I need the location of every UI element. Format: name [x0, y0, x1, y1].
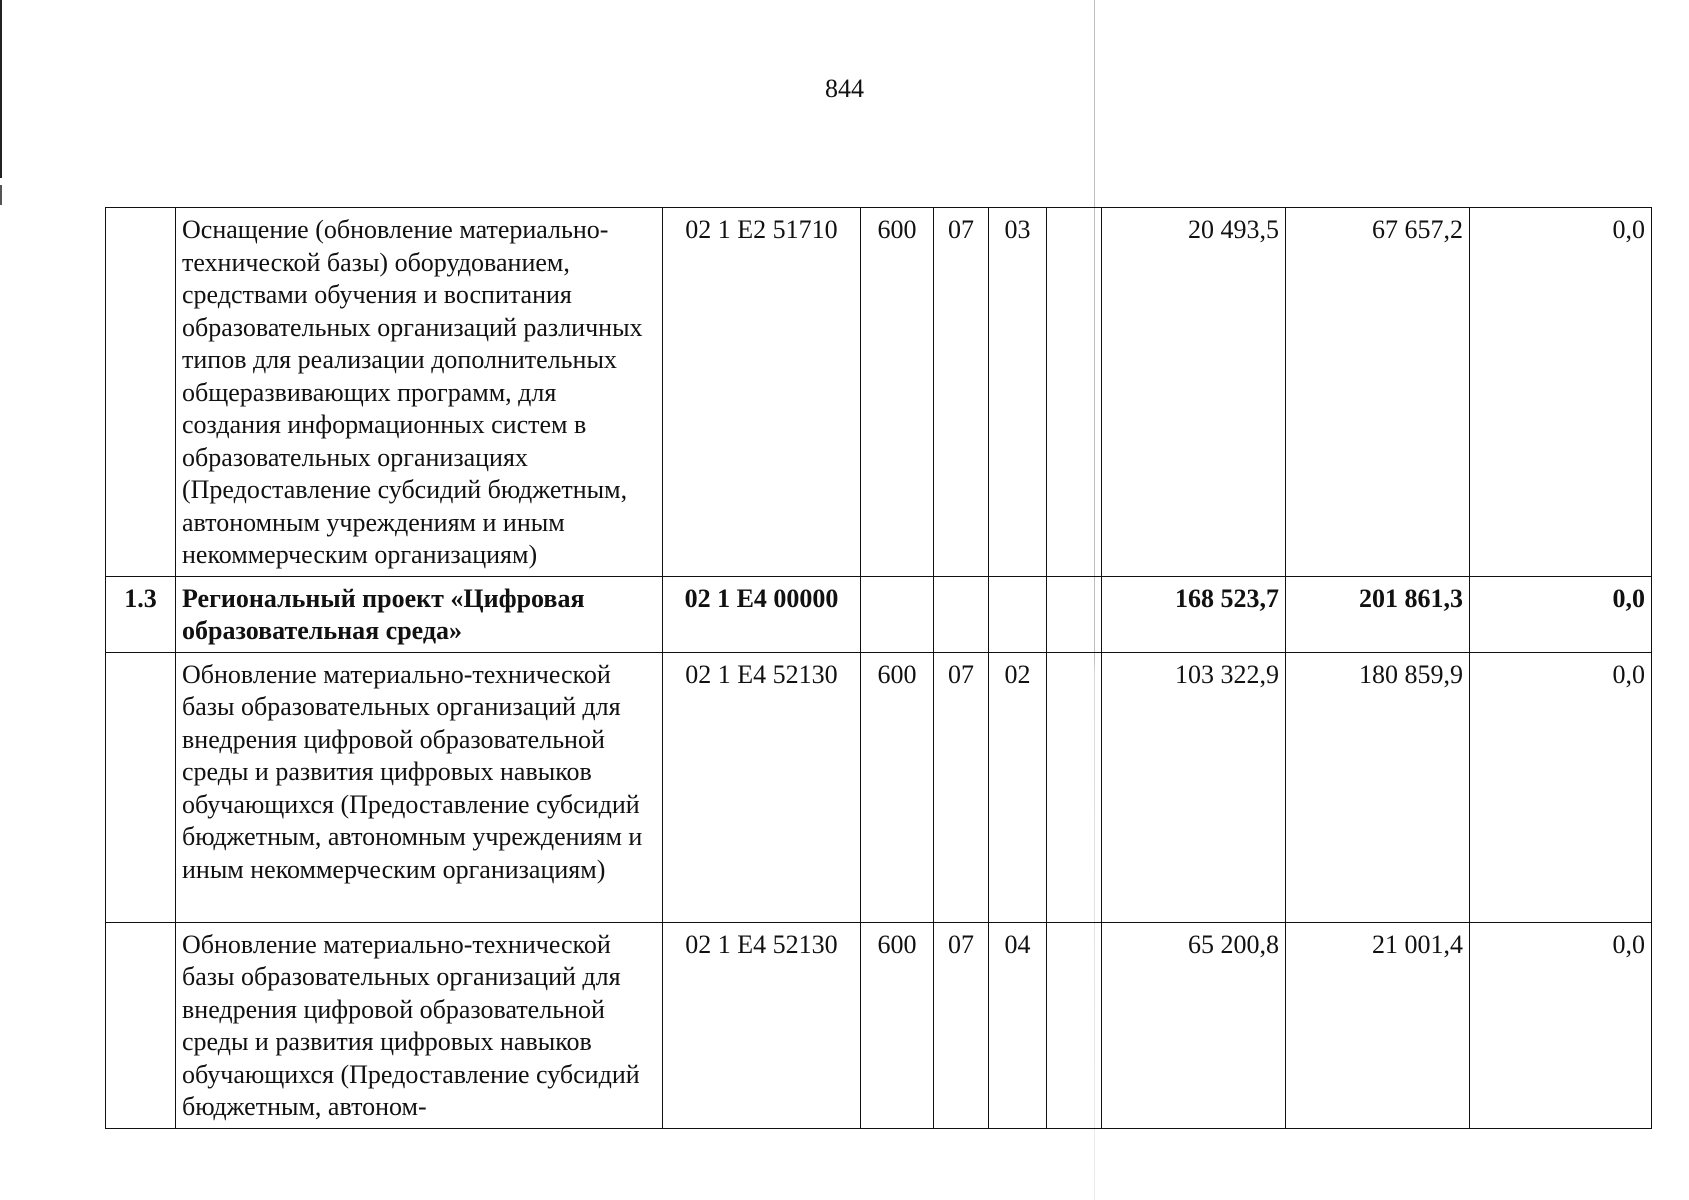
table-row	[106, 208, 1652, 577]
page-number: 844	[825, 74, 864, 103]
table-row	[106, 652, 1652, 922]
row-target-code: 02 1 E4 00000	[663, 576, 861, 652]
row-amount-1: 168 523,7	[1102, 576, 1286, 652]
row-subsection: 02	[989, 652, 1047, 922]
row-number	[106, 652, 176, 922]
table-row	[106, 922, 1652, 1128]
row-target-code: 02 1 E4 52130	[663, 922, 861, 1128]
row-target-code: 02 1 E4 52130	[663, 652, 861, 922]
row-amount-2: 180 859,9	[1286, 652, 1470, 922]
row-description: Обновление материально-технической базы образовательных организаций для внедрения цифровой образовательной среды и развития цифровых навыков обучающихся (Предоставление субсидий бюджетным, автоном-	[176, 922, 663, 1128]
row-expense-type: 600	[861, 208, 934, 577]
row-amount-2: 21 001,4	[1286, 922, 1470, 1128]
row-amount-1: 103 322,9	[1102, 652, 1286, 922]
row-amount-3: 0,0	[1470, 922, 1652, 1128]
row-amount-2: 67 657,2	[1286, 208, 1470, 577]
row-expense-type: 600	[861, 922, 934, 1128]
row-amount-3: 0,0	[1470, 576, 1652, 652]
row-description: Оснащение (обновление материально-технической базы) оборудованием, средствами обучения и воспитания образовательных организаций различных типов для реализации дополнительных общеразвивающих программ, для создания информационных систем в образовательных организациях (Предоставление субсидий бюджетным, автономным учреждениям и иным некоммерческим организациям)	[176, 208, 663, 577]
row-section: 07	[934, 208, 989, 577]
row-expense-type	[861, 576, 934, 652]
row-subsection: 03	[989, 208, 1047, 577]
row-extra	[1047, 576, 1102, 652]
scan-edge-mark-lower	[0, 185, 2, 205]
row-expense-type: 600	[861, 652, 934, 922]
row-extra	[1047, 652, 1102, 922]
row-description: Региональный проект «Цифровая образовательная среда»	[176, 576, 663, 652]
row-section	[934, 576, 989, 652]
row-number	[106, 208, 176, 577]
row-number: 1.3	[106, 576, 176, 652]
row-amount-2: 201 861,3	[1286, 576, 1470, 652]
table-row-project	[106, 576, 1652, 652]
row-target-code: 02 1 E2 51710	[663, 208, 861, 577]
row-amount-1: 65 200,8	[1102, 922, 1286, 1128]
row-amount-3: 0,0	[1470, 208, 1652, 577]
row-amount-3: 0,0	[1470, 652, 1652, 922]
row-subsection: 04	[989, 922, 1047, 1128]
budget-table	[105, 207, 1652, 1129]
row-section: 07	[934, 922, 989, 1128]
row-number	[106, 922, 176, 1128]
row-section: 07	[934, 652, 989, 922]
row-extra	[1047, 922, 1102, 1128]
row-extra	[1047, 208, 1102, 577]
row-amount-1: 20 493,5	[1102, 208, 1286, 577]
row-subsection	[989, 576, 1047, 652]
row-description: Обновление материально-технической базы образовательных организаций для внедрения цифровой образовательной среды и развития цифровых навыков обучающихся (Предоставление субсидий бюджетным, автономным учреждениям и иным некоммерческим организациям)	[176, 652, 663, 922]
